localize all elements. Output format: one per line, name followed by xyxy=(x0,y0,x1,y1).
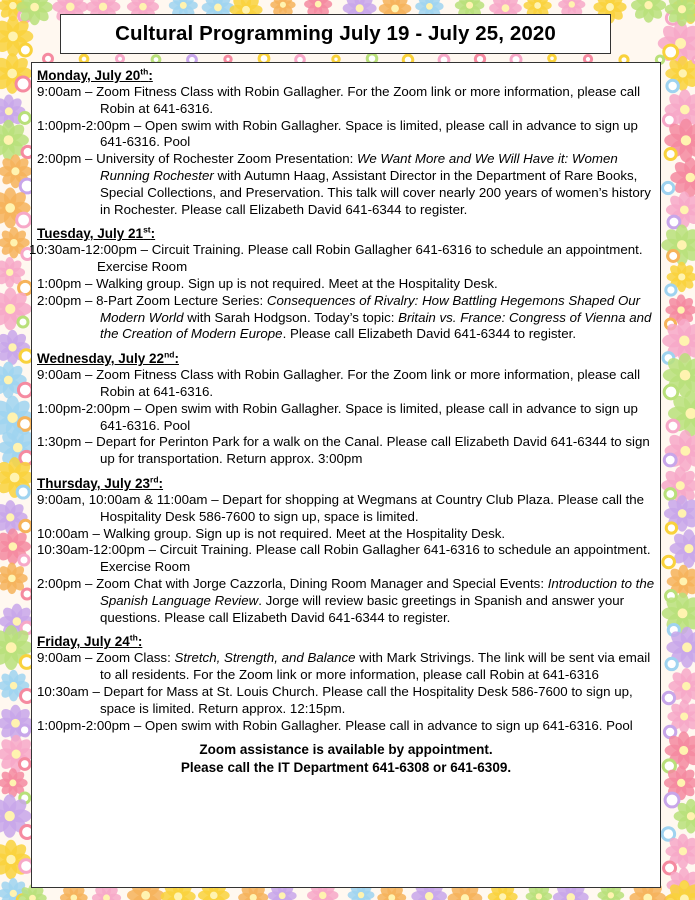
ring-decoration xyxy=(17,486,29,498)
event-entry: 9:00am – Zoom Fitness Class with Robin Gallagher. For the Zoom link or more information, please call Robin at 641-6316. xyxy=(37,84,641,116)
footer-line-assistance: Zoom assistance is available by appointment. xyxy=(199,742,493,758)
schedule-panel xyxy=(31,62,661,888)
day-heading: Monday, July 20th: xyxy=(37,66,153,83)
event-entry: 9:00am – Zoom Fitness Class with Robin Gallagher. For the Zoom link or more information, please call Robin at 641-6316. xyxy=(37,367,641,399)
event-entry: 10:00am – Walking group. Sign up is not required. Meet at the Hospitality Desk. xyxy=(37,525,506,541)
ring-decoration xyxy=(549,55,556,62)
day-heading: Tuesday, July 21st: xyxy=(37,224,156,242)
event-entry: 2:00pm – University of Rochester Zoom Presentation: We Want More and We Will Have it: Women Running Rochester with Autumn Haag, Assistant Director in the Department of Rare Books, Special Collections, and Preservation. This talk will cover nearly 200 years of women’s history in Rochester. Please call Elizabeth David 641-6344 to register. xyxy=(37,151,651,217)
page-title: Cultural Programming July 19 - July 25, 2020 xyxy=(115,22,556,45)
event-entry: 9:00am, 10:00am & 11:00am – Depart for shopping at Wegmans at Country Club Plaza. Please call the Hospitality Desk 586-7600 to sign up, space is limited. xyxy=(37,491,645,524)
event-entry: 1:00pm-2:00pm – Open swim with Robin Gallagher. Please call in advance to sign up 641-6316. Pool xyxy=(37,717,633,733)
ring-decoration xyxy=(17,213,31,227)
ring-decoration xyxy=(666,285,676,295)
ring-decoration xyxy=(19,44,31,56)
ring-decoration xyxy=(665,148,676,159)
event-entry: 10:30am-12:00pm – Circuit Training. Please call Robin Gallagher 641-6316 to schedule an appointment. Exercise Room xyxy=(37,542,651,575)
event-entry: 10:30am – Depart for Mass at St. Louis Church. Please call the Hospitality Desk 586-7600 to sign up, space is limited. Return approx. 12:15pm. xyxy=(37,683,633,716)
ring-decoration xyxy=(663,692,675,704)
ring-decoration xyxy=(662,182,673,193)
ring-decoration xyxy=(663,556,675,568)
event-entry: 1:00pm-2:00pm – Open swim with Robin Gallagher. Space is limited, please call in advance to sign up 641-6316. Pool xyxy=(37,117,638,150)
ring-decoration xyxy=(20,520,32,532)
ring-decoration xyxy=(19,725,29,735)
ring-decoration xyxy=(19,113,30,124)
event-entry: 2:00pm – Zoom Chat with Jorge Cazzorla, Dining Room Manager and Special Events: Introduction to the Spanish Language Review. Jorge will review basic greetings in Spanish and answer your questions. Please call Elizabeth David 641-6344 to register. xyxy=(37,575,655,625)
ring-decoration xyxy=(664,454,676,466)
ring-decoration xyxy=(665,489,676,500)
day-heading: Friday, July 24th: xyxy=(37,632,143,650)
event-entry: 1:00pm-2:00pm – Open swim with Robin Gallagher. Space is limited, please call in advance to sign up 641-6316. Pool xyxy=(37,400,638,433)
ring-decoration xyxy=(666,658,677,669)
ring-decoration xyxy=(665,793,679,807)
ring-decoration xyxy=(668,251,679,262)
ring-decoration xyxy=(19,555,29,565)
ring-decoration xyxy=(18,383,32,397)
event-entry: 10:30am-12:00pm – Circuit Training. Please call Robin Gallagher 641-6316 to schedule an appointment. Exercise Room xyxy=(29,242,643,275)
flower-decoration xyxy=(631,0,666,23)
ring-decoration xyxy=(667,80,678,91)
ring-decoration xyxy=(664,45,678,59)
title-banner xyxy=(60,14,611,54)
day-section-wednesday xyxy=(32,350,660,468)
day-section-tuesday xyxy=(29,224,660,343)
event-entry: 2:00pm – 8-Part Zoom Lecture Series: Consequences of Rivalry: How Battling Hegemons Shaped Our Modern World with Sarah Hodgson. Today’s topic: Britain vs. France: Congress of Vienna and the Creation of Modern Europe. Please call Elizabeth David 641-6344 to register. xyxy=(37,292,652,342)
day-heading: Thursday, July 23rd: xyxy=(37,474,164,491)
event-entry: 9:00am – Zoom Class: Stretch, Strength, and Balance with Mark Strivings. The link will be sent via email to all residents. For the Zoom link or more information, please call Robin at 641-6316 xyxy=(37,650,651,683)
ring-decoration xyxy=(666,523,676,533)
footer-note xyxy=(32,741,660,777)
ring-decoration xyxy=(668,216,680,228)
ring-decoration xyxy=(19,759,30,770)
day-section-monday xyxy=(32,67,660,218)
ring-decoration xyxy=(16,77,30,91)
event-entry: 1:30pm – Depart for Perinton Park for a walk on the Canal. Please call Elizabeth David 641-6344 to sign up for transportation. Return approx. 3:00pm xyxy=(37,434,650,467)
day-section-friday xyxy=(32,633,660,734)
day-heading: Wednesday, July 22nd: xyxy=(37,349,179,367)
footer-line-it-contact: Please call the IT Department 641-6308 or 641-6309. xyxy=(180,760,512,776)
ring-decoration xyxy=(667,420,679,432)
ring-decoration xyxy=(18,317,28,327)
event-entry: 1:00pm – Walking group. Sign up is not required. Meet at the Hospitality Desk. xyxy=(37,275,498,291)
day-section-thursday xyxy=(32,475,660,626)
